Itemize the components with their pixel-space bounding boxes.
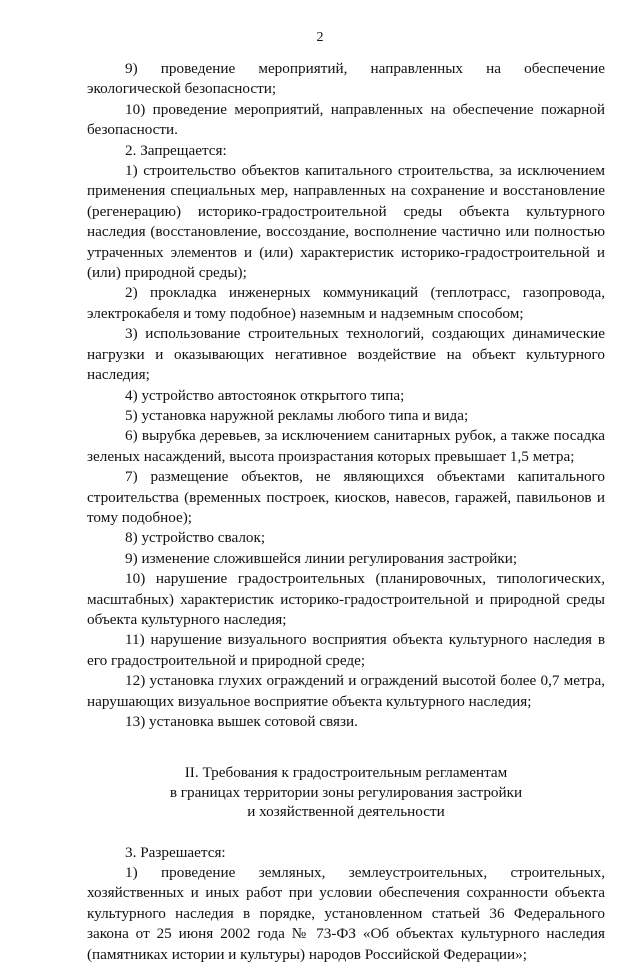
paragraph: 11) нарушение визуального восприятия объекта культурного наследия в его градостроительной и природной среде; bbox=[87, 631, 605, 669]
paragraph: 8) устройство свалок; bbox=[125, 529, 266, 547]
paragraph: 4) устройство автостоянок открытого типа; bbox=[125, 386, 405, 404]
paragraph: 7) размещение объектов, не являющихся объектами капитального строительства (временных построек, киосков, навесов, гаражей, павильонов и тому подобное); bbox=[87, 468, 605, 526]
paragraph: 9) изменение сложившейся линии регулирования застройки; bbox=[125, 549, 518, 567]
heading-line: в границах территории зоны регулирования застройки bbox=[169, 783, 523, 801]
section-heading bbox=[87, 763, 605, 821]
paragraph: 3. Разрешается: bbox=[125, 843, 226, 861]
paragraph: 9) проведение мероприятий, направленных на обеспечение экологической безопасности; bbox=[87, 60, 605, 98]
paragraph: 2. Запрещается: bbox=[125, 141, 227, 159]
heading-line: и хозяйственной деятельности bbox=[247, 803, 445, 821]
document-body bbox=[87, 59, 605, 965]
heading-line: II. Требования к градостроительным регламентам bbox=[184, 764, 508, 782]
paragraph: 5) установка наружной рекламы любого типа и вида; bbox=[125, 406, 469, 424]
paragraph: 12) установка глухих ограждений и ограждений высотой более 0,7 метра, нарушающих визуальное восприятие объекта культурного наследия; bbox=[87, 672, 605, 710]
paragraph: 1) строительство объектов капитального строительства, за исключением применения специальных мер, направленных на сохранение и восстановление (регенерацию) историко-градостроительной среды объекта культурного наследия (восстановление, воссоздание, восполнение частично или полностью утраченных элементов и (или) характеристик историко-градостроительной и (или) природной среды); bbox=[87, 162, 605, 282]
paragraph: 2) прокладка инженерных коммуникаций (теплотрасс, газопровода, электрокабеля и тому подобное) наземным и надземным способом; bbox=[87, 284, 605, 322]
paragraph: 6) вырубка деревьев, за исключением санитарных рубок, а также посадка зеленых насаждений, высота произрастания которых превышает 1,5 метра; bbox=[87, 427, 605, 465]
page-number: 2 bbox=[316, 30, 324, 45]
paragraph: 3) использование строительных технологий, создающих динамические нагрузки и оказывающих негативное воздействие на объект культурного наследия; bbox=[87, 325, 605, 384]
paragraph: 10) нарушение градостроительных (планировочных, типологических, масштабных) характеристик историко-градостроительной и природной среды объекта культурного наследия; bbox=[87, 570, 605, 628]
paragraph: 13) установка вышек сотовой связи. bbox=[125, 713, 358, 730]
paragraph: 10) проведение мероприятий, направленных на обеспечение пожарной безопасности. bbox=[87, 100, 605, 139]
paragraph: 1) проведение земляных, землеустроительных, строительных, хозяйственных и иных работ при условии обеспечения сохранности объекта культурного наследия в порядке, установленном статьей 36 Федерального закона от 25 июня 2002 года № 73-ФЗ «Об объектах культурного наследия (памятниках истории и культуры) народов Российской Федерации»; bbox=[87, 864, 605, 963]
